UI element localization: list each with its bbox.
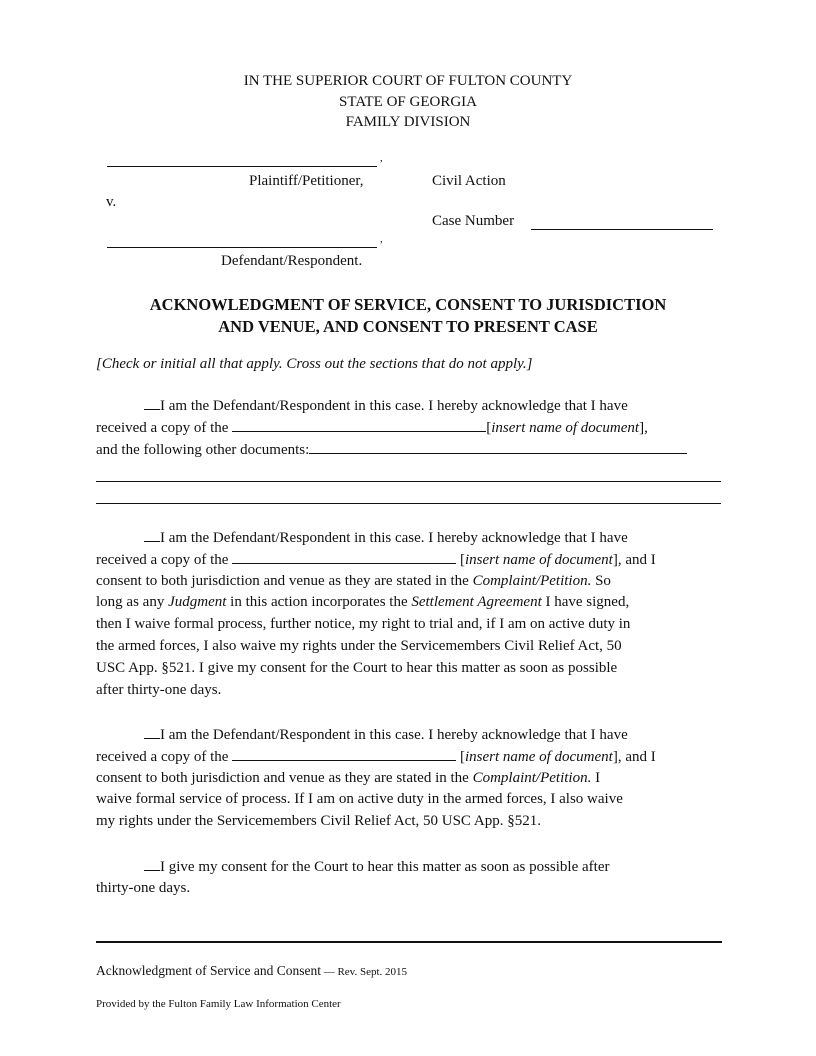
section-3: I am the Defendant/Respondent in this case. I hereby acknowledge that I have received a copy of the [insert name of document], and I consent to both jurisdiction and venue as they are stated in the Complaint/Petition. I waive formal service of process. If I am on active duty in the armed forces, I also waive my rights under the Servicemembers Civil Relief Act, 50 USC App. §521. xyxy=(96,724,726,833)
versus-label: v. xyxy=(106,194,117,210)
plaintiff-name-field[interactable] xyxy=(107,166,377,167)
defendant-comma: , xyxy=(380,233,383,245)
court-state: STATE OF GEORGIA xyxy=(339,94,477,110)
section-2-document-name-field[interactable] xyxy=(232,549,456,564)
footer-divider xyxy=(96,941,722,943)
defendant-name-field[interactable] xyxy=(107,247,377,248)
section-2-checkbox[interactable] xyxy=(144,527,160,542)
section-1-other-documents-line-3[interactable] xyxy=(96,503,721,504)
civil-action-label: Civil Action xyxy=(432,173,506,189)
instructions: [Check or initial all that apply. Cross out the sections that do not apply.] xyxy=(96,356,533,372)
section-1-other-documents-field[interactable] xyxy=(309,439,687,454)
section-1: I am the Defendant/Respondent in this case. I hereby acknowledge that I have received a copy of the [insert name of document], and the following other documents: xyxy=(96,395,726,460)
section-4: I give my consent for the Court to hear this matter as soon as possible after thirty-one days. xyxy=(96,856,726,900)
section-1-checkbox[interactable] xyxy=(144,395,160,410)
footer-provider: Provided by the Fulton Family Law Information Center xyxy=(96,998,341,1010)
case-number-field[interactable] xyxy=(531,229,713,230)
section-3-document-name-field[interactable] xyxy=(232,746,456,761)
case-number-label: Case Number xyxy=(432,213,515,229)
court-name: IN THE SUPERIOR COURT OF FULTON COUNTY xyxy=(243,73,573,89)
plaintiff-comma: , xyxy=(380,152,383,164)
plaintiff-label: Plaintiff/Petitioner, xyxy=(249,173,364,189)
section-4-checkbox[interactable] xyxy=(144,856,160,871)
section-2: I am the Defendant/Respondent in this case. I hereby acknowledge that I have received a copy of the [insert name of document], and I consent to both jurisdiction and venue as they are stated in the Complaint/Petition. So long as any Judgment in this action incorporates the Settlement Agreement I have signed, then I waive formal process, further notice, my right to trial and, if I am on active duty in the armed forces, I also waive my rights under the Servicemembers Civil Relief Act, 50 USC App. §521. I give my consent for the Court to hear this matter as soon as possible after thirty-one days. xyxy=(96,527,726,701)
court-division: FAMILY DIVISION xyxy=(345,114,471,130)
footer-form-info xyxy=(96,963,407,980)
defendant-label: Defendant/Respondent. xyxy=(221,253,363,269)
footer-revision: — Rev. Sept. 2015 xyxy=(320,966,408,978)
document-title-line-2: AND VENUE, AND CONSENT TO PRESENT CASE xyxy=(218,317,598,336)
section-3-checkbox[interactable] xyxy=(144,724,160,739)
section-1-document-name-field[interactable] xyxy=(232,417,486,432)
footer-form-name: Acknowledgment of Service and Consent xyxy=(96,963,321,978)
section-1-other-documents-line-2[interactable] xyxy=(96,481,721,482)
document-title-line-1: ACKNOWLEDGMENT OF SERVICE, CONSENT TO JURISDICTION xyxy=(149,295,667,314)
